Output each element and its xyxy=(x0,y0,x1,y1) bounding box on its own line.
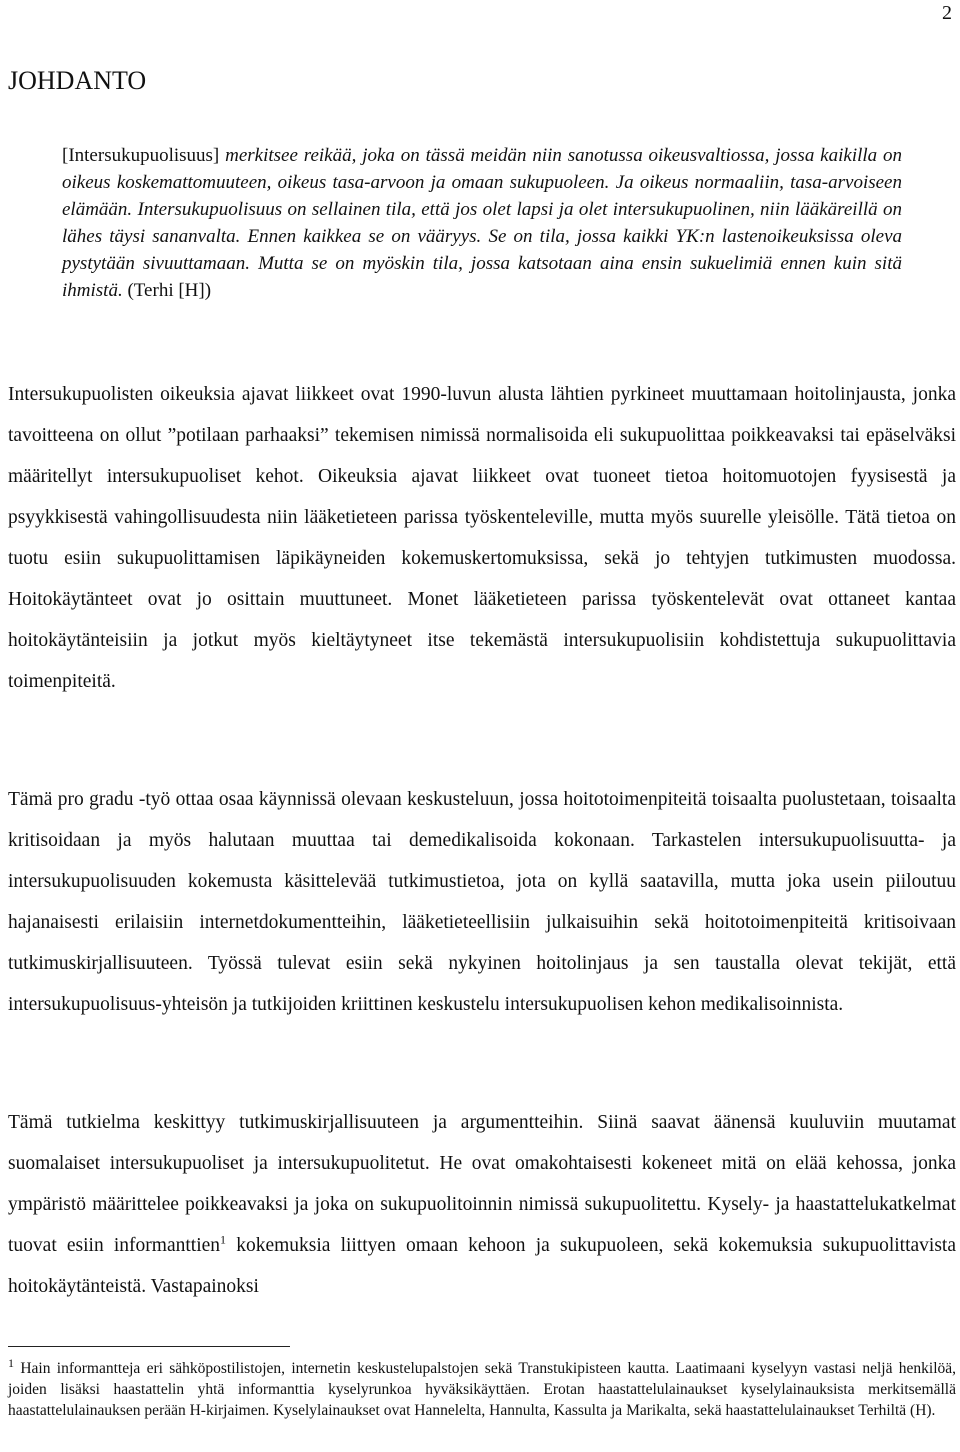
page-heading: JOHDANTO xyxy=(8,66,147,95)
body-paragraph xyxy=(8,1102,956,1307)
footnote-divider xyxy=(8,1346,290,1347)
quote-text: merkitsee reikää, joka on tässä meidän niin sanotussa oikeusvaltiossa, jossa kaikilla on oikeus koskemattomuuteen, oikeus tasa-arvoon ja omaan sukupuoleen. Ja oikeus normaaliin, tasa-arvoiseen elämään. Intersukupuolisuus on sellainen tila, että jos olet lapsi ja olet intersukupuolinen, niin lääkäreillä on lähes täysi sananvalta. Ennen kaikkea se on vääryys. Se on tila, jossa kaikki YK:n lastenoikeuksissa oleva pystytään sivuuttamaan. Mutta se on myöskin tila, jossa katsotaan aina ensin sukuelimiä ennen kuin sitä ihmistä. xyxy=(62,145,903,301)
footnote-marker: 1 xyxy=(8,1355,14,1370)
footnote-reference: 1 xyxy=(220,1232,227,1247)
page-number: 2 xyxy=(942,2,952,24)
footnote xyxy=(8,1355,957,1421)
block-quote xyxy=(62,142,902,304)
paragraph-text: kokemuksia liittyen omaan kehoon ja sukupuoleen, sekä kokemuksia sukupuolittavista hoitokäytänteistä. Vastapainoksi xyxy=(8,1235,956,1297)
quote-attribution: (Terhi [H]) xyxy=(127,280,212,301)
body-paragraph: Intersukupuolisten oikeuksia ajavat liikkeet ovat 1990-luvun alusta lähtien pyrkineet muuttamaan hoitolinjausta, jonka tavoitteena on ollut ”potilaan parhaaksi” tekemisen nimissä normalisoida eli sukupuolittaa poikkeavaksi tai epäselväksi määritellyt intersukupuoliset kehot. Oikeuksia ajavat liikkeet ovat tuoneet tietoa hoitomuotojen fyysisestä ja psyykkisestä vahingollisuudesta niin lääketieteen parissa työskenteleville, mutta myös suurelle yleisölle. Tätä tietoa on tuotu esiin sukupuolittamisen läpikäyneiden kokemuskertomuksissa, sekä jo tehtyjen tutkimusten muodossa. Hoitokäytänteet ovat jo osittain muuttuneet. Monet lääketieteen parissa työskentelevät ovat ottaneet kantaa hoitokäytänteisiin ja jotkut myös kieltäytyneet itse tekemästä intersukupuolisiin kohdistettuja sukupuolittavia toimenpiteitä. xyxy=(8,384,956,692)
footnote-text: Hain informantteja eri sähköpostilistojen, internetin keskustelupalstojen sekä Transtukipisteen kautta. Laatimaani kyselyyn vastasi neljä henkilöä, joiden lisäksi haastattelin yhtä informanttia kyselyrunkoa hyväksikäyttäen. Erotan haastattelulainaukset kyselylainauksista merkitsemällä haastattelulainauksen perään H-kirjaimen. Kyselylainaukset ovat Hannelelta, Hannulta, Kassulta ja Marikalta, sekä haastattelulainaukset Terhiltä (H). xyxy=(8,1360,957,1419)
body-paragraph: Tämä pro gradu -työ ottaa osaa käynnissä olevaan keskusteluun, jossa hoitotoimenpiteitä toisaalta puolustetaan, toisaalta kritisoidaan ja myös halutaan muuttaa tai demedikalisoida kokonaan. Tarkastelen intersukupuolisuutta- ja intersukupuolisuuden kokemusta käsittelevää tutkimustietoa, jota on kyllä saatavilla, mutta joka usein piiloutuu hajanaisesti erilaisiin internetdokumentteihin, lääketieteellisiin julkaisuihin sekä hoitotoimenpiteitä kritisoivaan tutkimuskirjallisuuteen. Työssä tulevat esiin sekä nykyinen hoitolinjaus ja sen taustalla olevat tekijät, että intersukupuolisuus-yhteisön ja tutkijoiden kriittinen keskustelu intersukupuolisen kehon medikalisoinnista. xyxy=(8,789,956,1015)
quote-lead: [Intersukupuolisuus] xyxy=(62,145,220,166)
paragraph-text: Tämä tutkielma keskittyy tutkimuskirjallisuuteen ja argumentteihin. Siinä saavat äänensä kuuluviin muutamat suomalaiset intersukupuoliset ja intersukupuolitetut. He ovat omakohtaisesti kokeneet mitä on elää kehossa, jonka ympäristö määrittelee poikkeavaksi ja joka on sukupuolitoinnin nimissä sukupuolitettu. Kysely- ja haastattelukatkelmat tuovat esiin informanttien xyxy=(8,1112,956,1256)
